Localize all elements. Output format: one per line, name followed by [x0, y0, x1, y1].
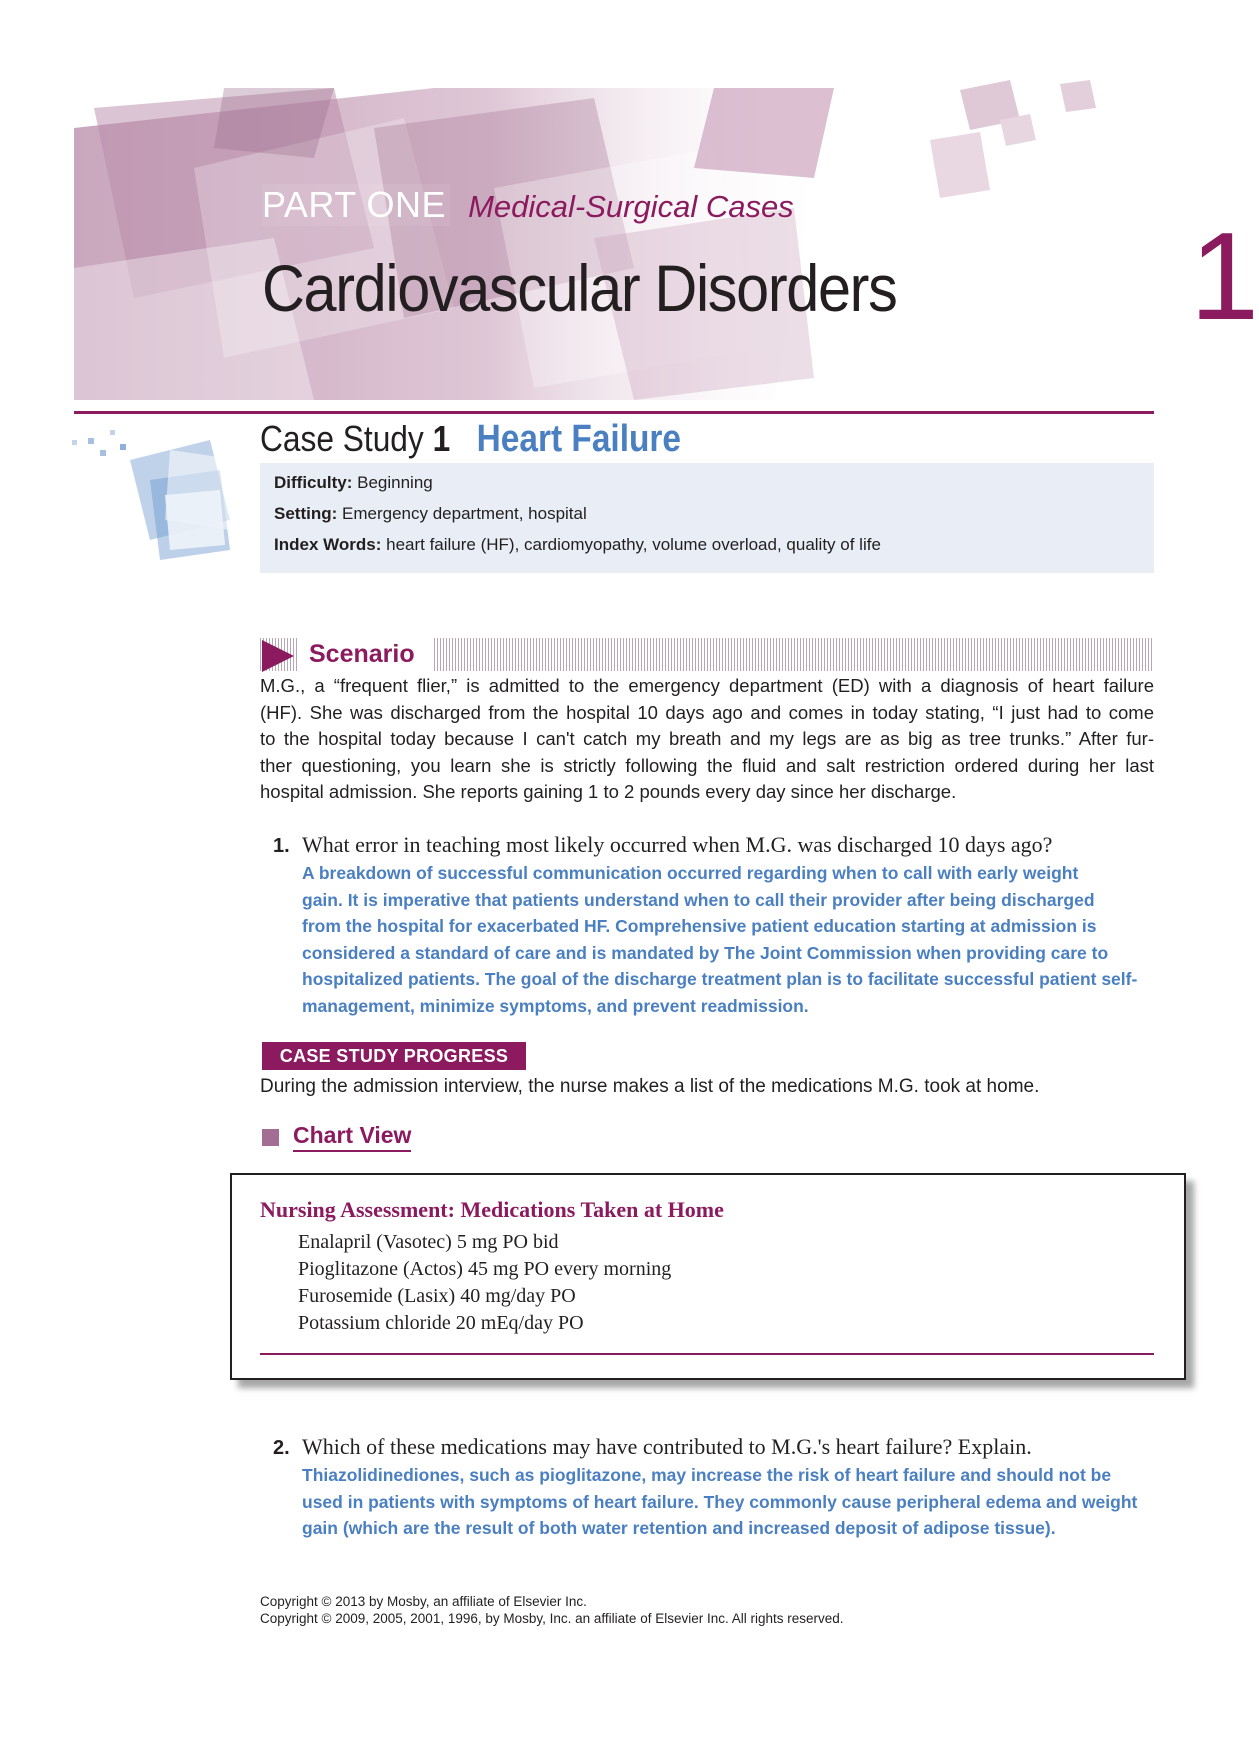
scenario-line: hospital admission. She reports gaining 1 to 2 pounds every day since her discharge.	[260, 781, 957, 803]
difficulty-row	[274, 473, 433, 493]
scenario-arrow-icon	[262, 640, 294, 672]
difficulty-value: Beginning	[357, 473, 433, 492]
question-2-text: Which of these medications may have contributed to M.G.'s heart failure? Explain.	[302, 1434, 1032, 1459]
banner-deco-squares	[900, 80, 1120, 225]
case-study-progress-tag: CASE STUDY PROGRESS	[262, 1042, 526, 1070]
case-number: 1	[432, 418, 451, 459]
chapter-number: 1	[1190, 208, 1259, 346]
scenario-line: ther questioning, you learn she is strictly following the fluid and salt restriction ordered during her last	[260, 754, 1154, 776]
header-rule	[74, 411, 1154, 414]
question-1-number: 1.	[273, 835, 290, 857]
part-heading	[262, 184, 794, 224]
chart-box-title: Nursing Assessment: Medications Taken at Home	[260, 1197, 724, 1222]
part-label: PART ONE	[262, 184, 450, 226]
copyright-footer	[260, 1593, 844, 1627]
answer-line: A breakdown of successful communication occurred regarding when to call with early weight	[302, 863, 1079, 883]
medication-item: Potassium chloride 20 mEq/day PO	[298, 1312, 584, 1334]
copyright-line: Copyright © 2013 by Mosby, an affiliate of Elsevier Inc.	[260, 1594, 587, 1609]
copyright-line: Copyright © 2009, 2005, 2001, 1996, by Mosby, Inc. an affiliate of Elsevier Inc. All rights reserved.	[260, 1611, 844, 1626]
medication-item: Enalapril (Vasotec) 5 mg PO bid	[298, 1231, 559, 1253]
chart-view-square-icon	[262, 1129, 279, 1146]
index-words-value: heart failure (HF), cardiomyopathy, volume overload, quality of life	[386, 535, 881, 554]
setting-label: Setting:	[274, 504, 338, 523]
chart-view-label: Chart View	[293, 1122, 411, 1152]
answer-line: hospitalized patients. The goal of the discharge treatment plan is to facilitate successful patient self-	[302, 969, 1138, 990]
scenario-text	[260, 673, 1154, 806]
question-1-text: What error in teaching most likely occurred when M.G. was discharged 10 days ago?	[302, 832, 1053, 857]
chart-view-heading	[262, 1122, 411, 1152]
part-subtitle: Medical-Surgical Cases	[468, 189, 794, 224]
scenario-line: to the hospital today because I can't catch my breath and my legs are as big as tree trunks.” After fur-	[260, 728, 1154, 750]
answer-line: from the hospital for exacerbated HF. Comprehensive patient education starting at admission is	[302, 916, 1097, 937]
case-label: Case Study	[260, 418, 424, 459]
setting-value: Emergency department, hospital	[342, 504, 587, 523]
medication-item: Furosemide (Lasix) 40 mg/day PO	[298, 1285, 576, 1307]
chapter-title: Cardiovascular Disorders	[262, 251, 897, 325]
case-info-box	[260, 463, 1154, 573]
question-2-number: 2.	[273, 1437, 290, 1459]
scenario-heading: Scenario	[309, 640, 415, 668]
answer-line: considered a standard of care and is mandated by The Joint Commission when providing care to	[302, 942, 1109, 963]
index-words-label: Index Words:	[274, 535, 382, 554]
answer-line: used in patients with symptoms of heart failure. They commonly cause peripheral edema and weight	[302, 1491, 1138, 1512]
medications-chart-box	[230, 1173, 1186, 1380]
case-deco-squares	[70, 420, 250, 605]
chart-box-rule	[260, 1353, 1154, 1355]
answer-line: Thiazolidinediones, such as pioglitazone, may increase the risk of heart failure and should not be	[302, 1465, 1112, 1485]
question-2-answer	[302, 1462, 1162, 1542]
case-title: Heart Failure	[476, 418, 682, 460]
medication-item: Pioglitazone (Actos) 45 mg PO every morning	[298, 1258, 672, 1280]
answer-line: gain. It is imperative that patients understand when to call their provider after being discharged	[302, 889, 1095, 910]
setting-row	[274, 504, 587, 524]
answer-line: management, minimize symptoms, and prevent readmission.	[302, 995, 809, 1016]
scenario-line: (HF). She was discharged from the hospital 10 days ago and comes in today stating, “I just had to come	[260, 701, 1154, 723]
scenario-line: M.G., a “frequent flier,” is admitted to the emergency department (ED) with a diagnosis of heart failure	[260, 675, 1154, 696]
progress-text: During the admission interview, the nurse makes a list of the medications M.G. took at home.	[260, 1076, 1040, 1097]
question-1-answer	[302, 860, 1162, 1020]
index-words-row	[274, 535, 881, 555]
answer-line: gain (which are the result of both water retention and increased deposit of adipose tissue).	[302, 1518, 1056, 1539]
difficulty-label: Difficulty:	[274, 473, 353, 492]
case-heading	[260, 418, 681, 461]
